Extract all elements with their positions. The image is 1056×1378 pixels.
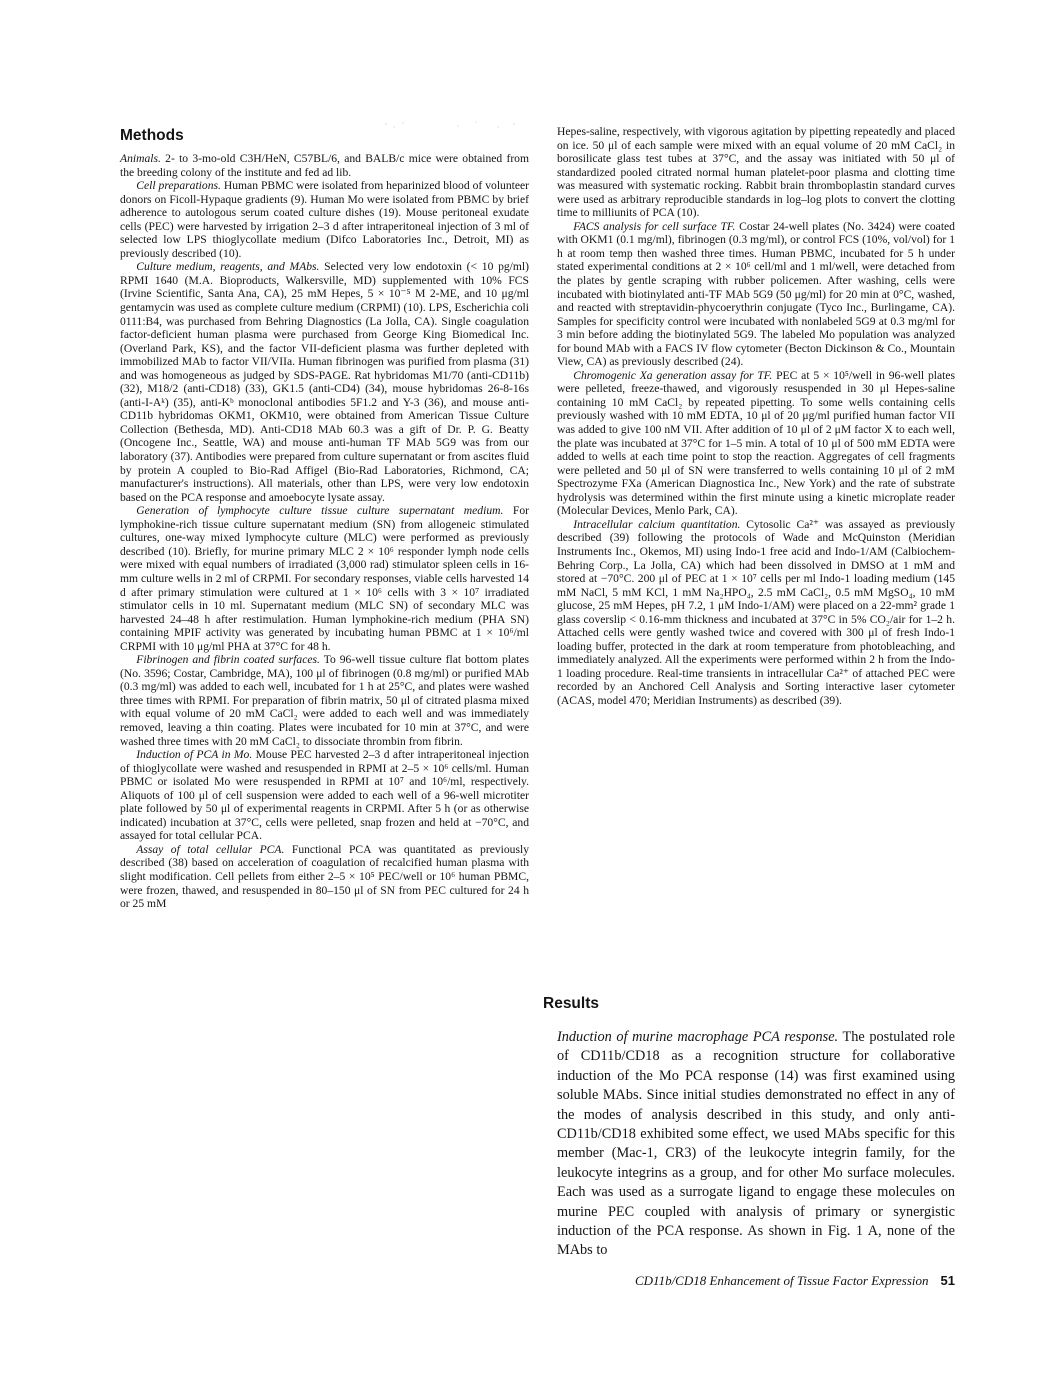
methods-paragraph-text: Mouse PEC harvested 2–3 d after intraperitoneal injection of thioglycollate were washed and resuspended in RPMI at 2–5 × 10⁶ cells/ml. Human PBMC or isolated Mo were resuspended in RPMI at 10⁷ and 10⁶/ml, respectively. Aliquots of 100 μl of cell suspension were added to each well of a 96-well microtiter plate followed by 50 μl of experimental reagents in CRPMI. After 5 h (or as otherwise indicated) incubation at 37°C, cells were pelleted, snap frozen and held at −70°C, and assayed for total cellular PCA. xyxy=(120,748,529,843)
methods-paragraph-lead: Fibrinogen and fibrin coated surfaces. xyxy=(136,653,320,667)
methods-heading: Methods xyxy=(120,127,184,144)
methods-body xyxy=(120,152,529,911)
methods-continued-paragraph-text: Cytosolic Ca²⁺ was assayed as previously described (39) following the protocols of Wade and McQuinston (Meridian Instruments Inc., Okemos, MI) using Indo-1 free acid and Indo-1/AM (Calbiochem-Behring Corp., La Jolla, CA) which had been dissolved in DMSO at 1 mM and stored at −70°C. 200 μl of PEC at 1 × 10⁷ cells per ml Indo-1 loading medium (145 mM NaCl, 5 mM KCl, 1 mM Na₂HPO₄, 2.5 mM CaCl₂, 0.5 mM MgSO₄, 10 mM glucose, 25 mM Hepes, pH 7.2, 1 μM Indo-1/AM) were placed on a 22-mm² grade 1 glass coverslip < 0.16-mm thickness and incubated at 37°C in 5% CO₂/air for 1–2 h. Attached cells were gently washed twice and covered with 300 μl of fresh Indo-1 loading buffer, protected in the dark at room temperature from photobleaching, and immediately analyzed. All the experiments were performed within 2 h from the Indo-1 loading procedure. Real-time transients in intracellular Ca²⁺ of attached PEC were recorded by an Anchored Cell Analysis and Sorting interactive laser cytometer (ACAS, model 470; Meridian Instruments) as described (39). xyxy=(557,517,955,707)
page-number: 51 xyxy=(940,1273,955,1288)
methods-paragraph xyxy=(120,504,529,653)
methods-body-continued xyxy=(557,125,955,708)
methods-paragraph-text: Selected very low endotoxin (< 10 pg/ml) RPMI 1640 (M.A. Bioproducts, Walkersville, MD) supplemented with 10% FCS (Irvine Scientific, Santa Ana, CA), 25 mM Hepes, 5 × 10⁻⁵ M 2-ME, and 10 μg/ml gentamycin was used as complete culture medium (CRPMI) (10). LPS, Escherichia coli 0111:B4, was purchased from Behring Diagnostics (La Jolla, CA). Single coagulation factor-deficient human plasma were purchased from George King Biomedical Inc. (Overland Park, KS), and the factor VII-deficient plasma was further depleted with immobilized MAb to factor VII/VIIa. Human fibrinogen was purified from plasma (31) and was homogeneous as judged by SDS-PAGE. Rat hybridomas M1/70 (anti-CD11b) (32), M18/2 (anti-CD18) (33), GK1.5 (anti-CD4) (34), mouse hybridomas 26-8-16s (anti-I-Aᵏ) (35), anti-Kᵇ monoclonal antibodies 5F1.2 and Y-3 (36), and mouse anti-CD11b hybridomas OKM1, OKM10, were obtained from American Tissue Culture Collection (Bethesda, MD). Anti-CD18 MAb 60.3 was a gift of Dr. P. G. Beatty (Oncogene Inc., Seattle, WA) and mouse anti-human TF MAb 5G9 was from our laboratory (37). Antibodies were prepared from culture supernatant or from ascites fluid by protein A coupled to Bio-Rad Affigel (Bio-Rad Laboratories, Richmond, CA; manufacturer's instructions). All materials, other than LPS, were very low endotoxin based on the PCA response and amoebocyte lysate assay. xyxy=(120,260,529,504)
methods-paragraph xyxy=(120,653,529,748)
methods-continued-paragraph-lead: FACS analysis for cell surface TF. xyxy=(573,219,736,233)
methods-continued-paragraph xyxy=(557,220,955,369)
results-paragraph-text: The postulated role of CD11b/CD18 as a recognition structure for collaborative induction of the Mo PCA response (14) was first examined using soluble MAbs. Since initial studies demonstrated no effect in any of the modes of analysis described in this study, and only anti-CD11b/CD18 exhibited some effect, we used MAbs specific for this member (Mac-1, CR3) of the leukocyte integrin family, for the leukocyte integrins as a group, and for other Mo surface molecules. Each was used as a surrogate ligand to engage these molecules on murine PEC coupled with analysis of primary or synergistic induction of the PCA response. As shown in Fig. 1 A, none of the MAbs to xyxy=(557,1029,956,1259)
methods-continued-paragraph xyxy=(557,518,955,708)
methods-paragraph-lead: Culture medium, reagents, and MAbs. xyxy=(136,260,320,274)
results-paragraph xyxy=(557,1028,955,1261)
methods-paragraph xyxy=(120,260,529,504)
results-heading: Results xyxy=(543,995,599,1012)
methods-paragraph-text: To 96-well tissue culture flat bottom plates (No. 3596; Costar, Cambridge, MA), 100 μl of fibrinogen (0.8 mg/ml) or purified MAb (0.3 mg/ml) was added to each well, incubated for 1 h at 25°C, and plates were washed three times with RPMI. For preparation of fibrin matrix, 50 μl of citrated plasma mixed with equal volume of 20 mM CaCl₂ were added to each well and was immediately removed, leaving a thin coating. Plates were incubated for 10 min at 37°C, and were washed three times with 20 mM CaCl₂ to dissociate thrombin from fibrin. xyxy=(120,653,529,748)
methods-paragraph xyxy=(120,152,529,179)
methods-continued-paragraph-lead: Intracellular calcium quantitation. xyxy=(573,517,741,531)
page-footer xyxy=(557,1273,955,1289)
methods-continued-paragraph xyxy=(557,125,955,220)
methods-paragraph xyxy=(120,179,529,260)
methods-paragraph-lead: Cell preparations. xyxy=(136,179,221,193)
methods-paragraph xyxy=(120,843,529,911)
methods-paragraph-text: For lymphokine-rich tissue culture supernatant medium (SN) from allogeneic stimulated cultures, one-way mixed lymphocyte culture (MLC) were performed as previously described (10). Briefly, for murine primary MLC 2 × 10⁶ responder lymph node cells were mixed with equal numbers of irradiated (3,000 rad) stimulator spleen cells in 16-mm culture wells in 2 ml of CRPMI. For secondary responses, viable cells harvested 14 d after primary stimulation were cultured at 1 × 10⁶ cells with 3 × 10⁷ irradiated stimulator cells in 10 ml. Supernatant medium (MLC SN) of secondary MLC was harvested 24–48 h after restimulation. Human lymphokine-rich medium (PHA SN) containing MPIF activity was generated by incubating human PBMC at 1 × 10⁶/ml CRPMI with 10 μg/ml PHA at 37°C for 48 h. xyxy=(120,504,529,653)
running-title: CD11b/CD18 Enhancement of Tissue Factor Expression xyxy=(634,1273,929,1288)
methods-continued-paragraph-text: PEC at 5 × 10⁵/well in 96-well plates were pelleted, freeze-thawed, and vigorously resuspended in 30 μl Hepes-saline containing 10 mM CaCl₂ by repeated pipetting. To some wells containing cells previously washed with 10 mM EDTA, 10 μl of 20 μg/ml purified human factor VII was added to give 100 nM VII. After addition of 10 μl of 2 μM factor X to each well, the plate was incubated at 37°C for 1–5 min. A total of 10 μl of 500 mM EDTA were added to wells at each time point to stop the reaction. Aggregates of cell fragments were pelleted and 50 μl of SN were transferred to wells containing 10 μl of 2 mM Spectrozyme FXa (American Diagnostica Inc., New York) and the rate of substrate hydrolysis was determined within the first minute using a kinetic microplate reader (Molecular Devices, Menlo Park, CA). xyxy=(557,368,956,518)
methods-paragraph-text: 2- to 3-mo-old C3H/HeN, C57BL/6, and BALB/c mice were obtained from the breeding colony of the institute and fed ad lib. xyxy=(120,152,529,179)
methods-paragraph-text: Functional PCA was quantitated as previously described (38) based on acceleration of coagulation of recalcified human plasma with slight modification. Cell pellets from either 2–5 × 10⁵ PEC/well or 10⁶ human PBMC, were frozen, thawed, and resuspended in 80–150 μl of SN from PEC cultured for 24 h or 25 mM xyxy=(120,842,529,911)
methods-continued-paragraph-text: Hepes-saline, respectively, with vigorous agitation by pipetting repeatedly and placed on ice. 50 μl of each sample were mixed with an equal volume of 20 mM CaCl₂ in borosilicate glass test tubes at 37°C, and the assay was initiated with 50 μl of standardized pooled citrated normal human platelet-poor plasma and clotting time was measured with systematic rocking. Rabbit brain thromboplastin standard curves were used as arbitrary reproducible standards in log–log plots to convert the clotting time to milliunits of PCA (10). xyxy=(557,125,955,220)
methods-continued-paragraph xyxy=(557,369,955,518)
methods-continued-paragraph-lead: Chromogenic Xa generation assay for TF. xyxy=(573,368,773,382)
methods-continued-paragraph-text: Costar 24-well plates (No. 3424) were coated with OKM1 (0.1 mg/ml), fibrinogen (0.3 mg/ml), or control FCS (10%, vol/vol) for 1 h at room temp then washed three times. Human PBMC, incubated for 5 h under stated experimental conditions at 2 × 10⁶ cell/ml and 1 ml/well, were detached from the plates by gentle scraping with rubber policemen. After washing, cells were incubated with biotinylated anti-TF MAb 5G9 (50 μg/ml) for 20 min at 0°C, washed, and reacted with streptavidin-phycoerythrin conjugate (Tyco Inc., Burlingame, CA). Samples for specificity control were incubated with nonlabeled 5G9 at 0.3 mg/ml for 3 min before adding the biotinylated 5G9. The labeled Mo population was analyzed for bound MAb with a FACS IV flow cytometer (Becton Dickinson & Co., Mountain View, CA) as previously described (24). xyxy=(557,219,955,369)
methods-paragraph-lead: Induction of PCA in Mo. xyxy=(136,748,253,762)
scan-specks xyxy=(380,118,530,132)
methods-paragraph-lead: Animals. xyxy=(120,152,161,165)
results-paragraph-lead: Induction of murine macrophage PCA response. xyxy=(557,1029,839,1045)
results-body xyxy=(557,1028,955,1261)
methods-paragraph-text: Human PBMC were isolated from heparinized blood of volunteer donors on Ficoll-Hypaque gradients (9). Human Mo were isolated from PBMC by brief adherence to autologous serum coated culture dishes (19). Mouse peritoneal exudate cells (PEC) were harvested by irrigation 2–3 d after intraperitoneal injection of 3 ml of selected low LPS thioglycollate medium (Difco Laboratories Inc., Detroit, MI) as previously described (10). xyxy=(120,179,530,260)
methods-paragraph-lead: Generation of lymphocyte culture tissue culture supernatant medium. xyxy=(136,504,504,518)
methods-paragraph-lead: Assay of total cellular PCA. xyxy=(136,842,285,856)
methods-paragraph xyxy=(120,748,529,843)
